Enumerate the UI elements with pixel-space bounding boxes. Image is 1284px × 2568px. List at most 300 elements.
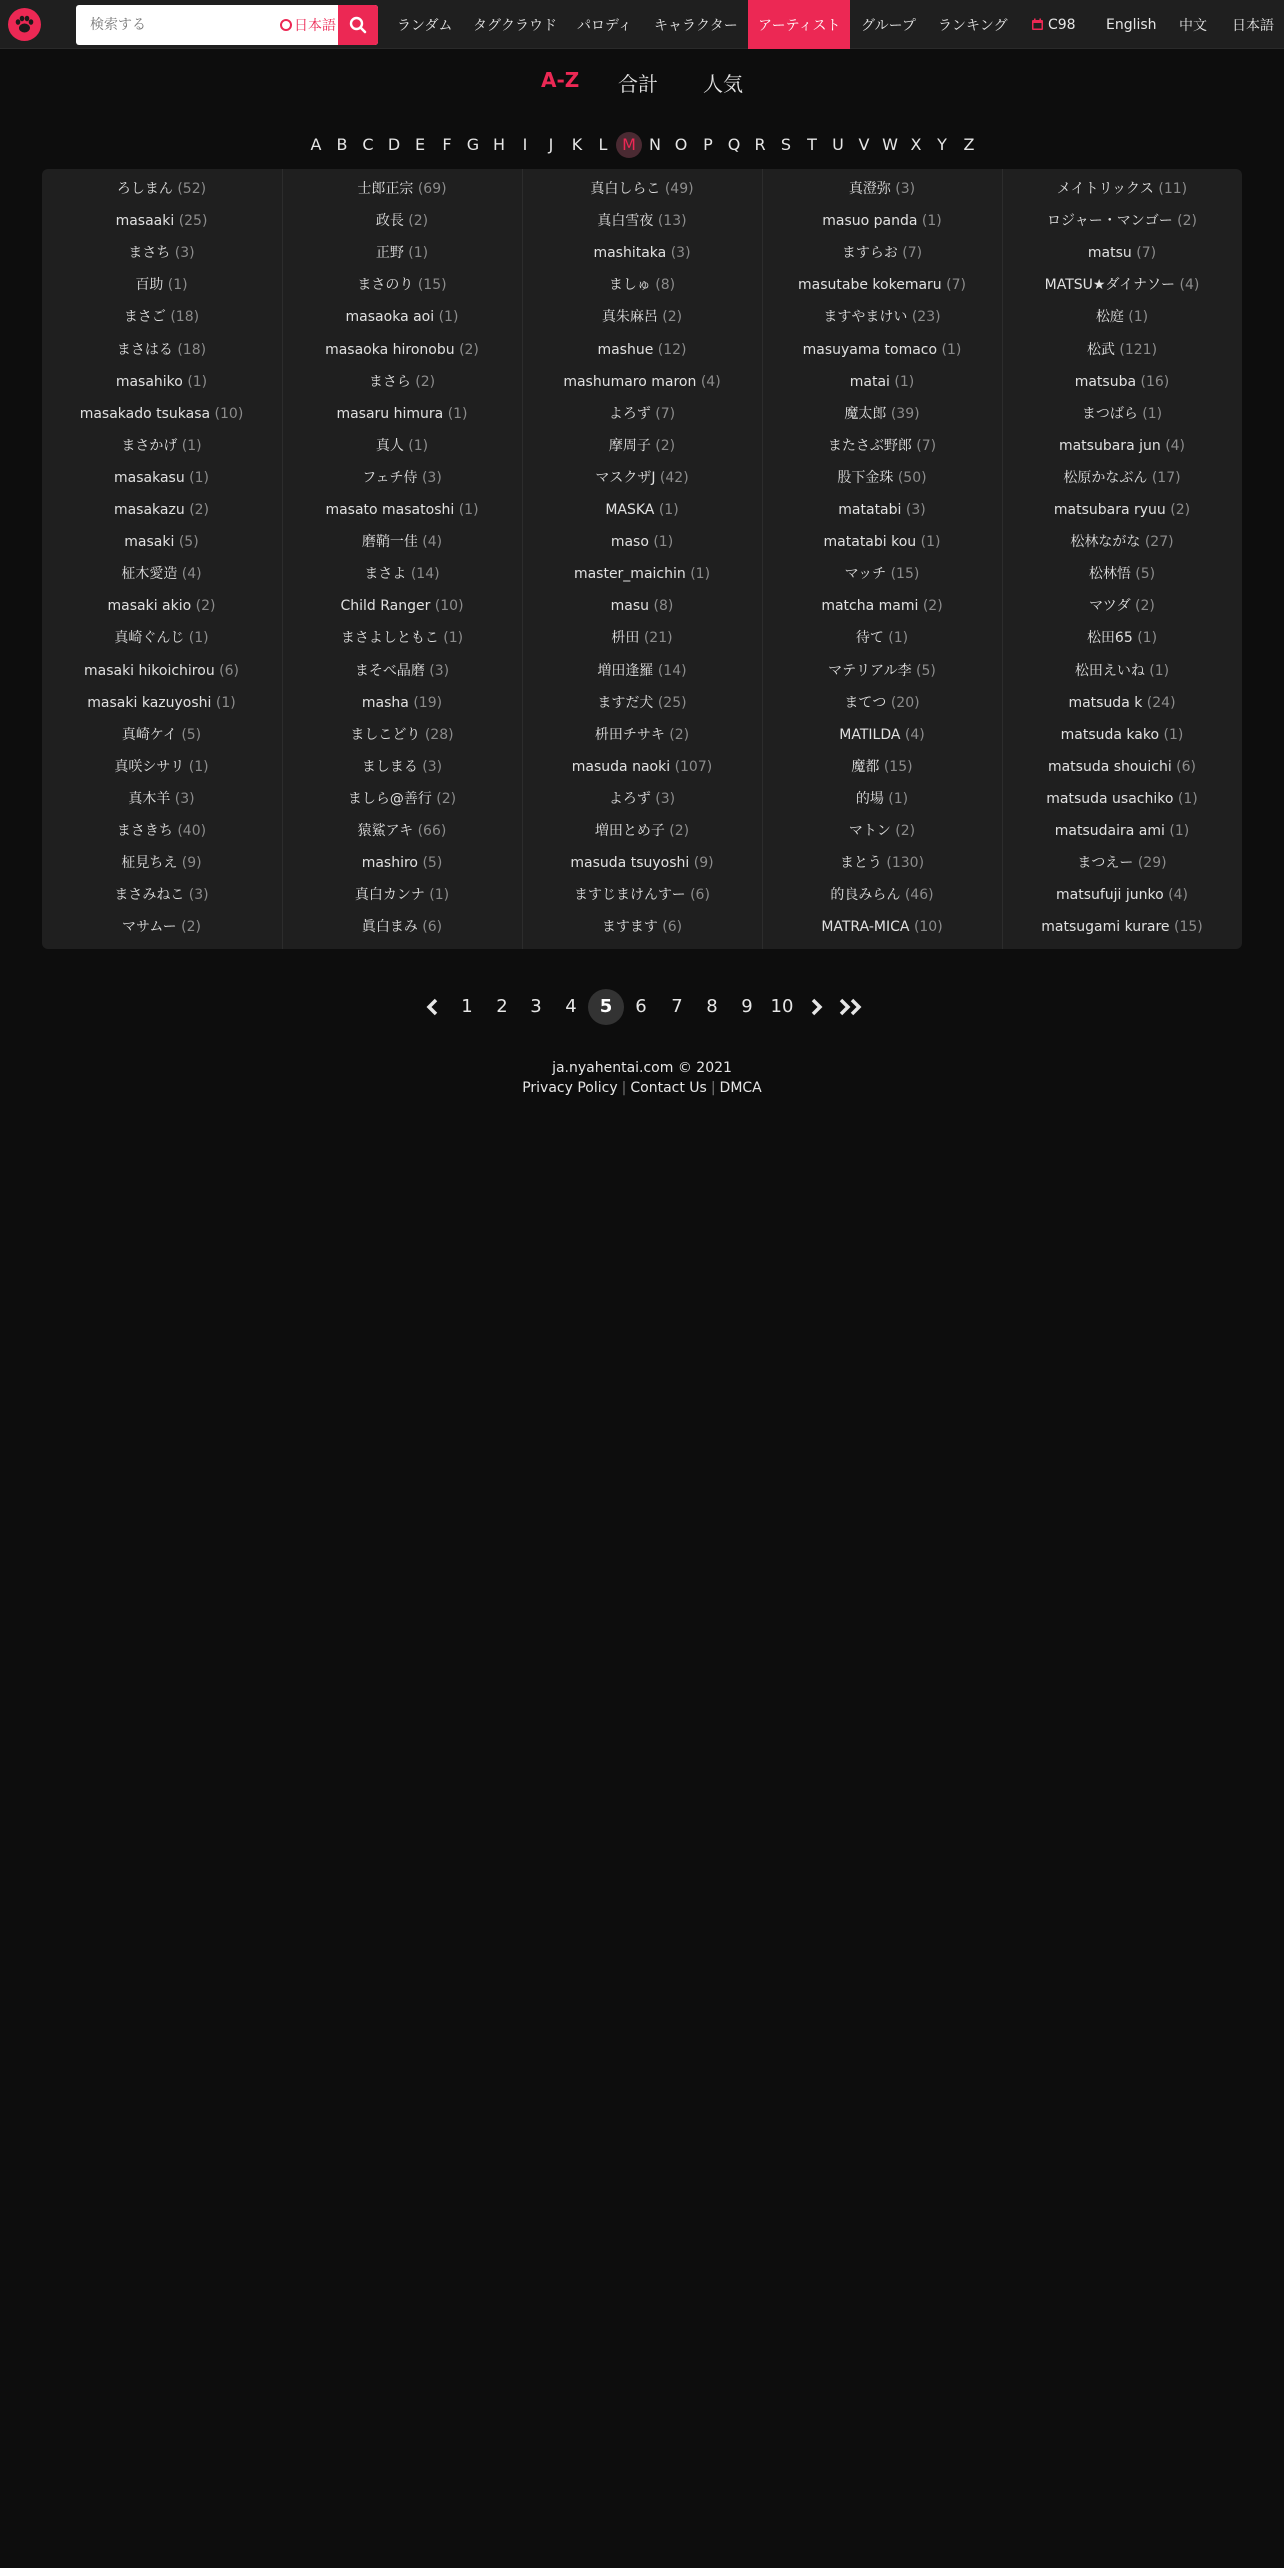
artist-count: (8) bbox=[655, 277, 676, 293]
artist-name: ろしまん bbox=[116, 181, 173, 197]
artist-count: (2) bbox=[1170, 502, 1191, 518]
artist-name: 百助 bbox=[135, 277, 164, 293]
artist-count: (3) bbox=[422, 759, 443, 775]
artist-link[interactable] bbox=[523, 917, 761, 937]
artist-link[interactable] bbox=[283, 211, 521, 231]
artist-link[interactable] bbox=[1003, 275, 1241, 295]
page-link[interactable]: 9 bbox=[741, 996, 753, 1017]
letter-h[interactable]: H bbox=[492, 135, 506, 154]
artist-link[interactable] bbox=[42, 628, 281, 648]
calendar-icon bbox=[1031, 18, 1044, 31]
artist-count: (6) bbox=[219, 663, 239, 679]
artist-name: 増田とめ子 bbox=[594, 823, 665, 839]
page-link[interactable]: 1 bbox=[461, 996, 473, 1017]
artist-name: 政長 bbox=[375, 213, 404, 229]
artist-link[interactable] bbox=[1003, 693, 1241, 713]
artist-link[interactable] bbox=[763, 500, 1001, 520]
artist-link[interactable] bbox=[1003, 596, 1241, 616]
artist-link[interactable] bbox=[523, 885, 761, 905]
artist-count: (18) bbox=[170, 309, 200, 325]
artist-link[interactable] bbox=[42, 307, 281, 327]
artist-link[interactable] bbox=[283, 596, 521, 616]
artist-name: ますます bbox=[601, 919, 658, 935]
artist-link[interactable] bbox=[42, 404, 281, 424]
artist-count: (10) bbox=[214, 406, 244, 422]
artist-name: masaki akio bbox=[107, 598, 192, 614]
letter-p[interactable]: P bbox=[703, 135, 713, 154]
artist-link[interactable] bbox=[42, 693, 281, 713]
artist-name: 真人 bbox=[375, 438, 404, 454]
artist-name: matcha mami bbox=[821, 598, 919, 614]
page-link[interactable]: 7 bbox=[671, 996, 683, 1017]
artist-count: (1) bbox=[920, 534, 941, 550]
contact-us-link[interactable]: Contact Us bbox=[630, 1080, 707, 1096]
nav-character[interactable]: キャラクター bbox=[654, 17, 738, 34]
artist-link[interactable] bbox=[1003, 853, 1241, 873]
page-link[interactable]: 4 bbox=[565, 996, 577, 1017]
artist-link[interactable] bbox=[42, 789, 281, 809]
artist-link[interactable] bbox=[283, 532, 521, 552]
artist-count: (13) bbox=[657, 213, 687, 229]
artist-name: まさよ bbox=[364, 566, 407, 582]
artist-name: まさら bbox=[368, 374, 411, 390]
artist-name: マスクザJ bbox=[595, 470, 656, 486]
artist-name: フェチ侍 bbox=[362, 470, 418, 486]
nav-ranking[interactable]: ランキング bbox=[938, 17, 1008, 34]
artist-count: (28) bbox=[424, 727, 454, 743]
artist-count: (7) bbox=[655, 406, 676, 422]
artist-name: まてつ bbox=[844, 695, 887, 711]
artist-link[interactable] bbox=[763, 532, 1001, 552]
artist-link[interactable] bbox=[523, 243, 761, 263]
artist-link[interactable] bbox=[763, 404, 1001, 424]
artist-name: masuda naoki bbox=[571, 759, 671, 775]
letter-f[interactable]: F bbox=[442, 135, 452, 154]
artist-link[interactable] bbox=[523, 436, 761, 456]
artist-link[interactable] bbox=[42, 243, 281, 263]
nav-tag-cloud[interactable]: タグクラウド bbox=[473, 17, 557, 34]
letter-a[interactable]: A bbox=[310, 135, 322, 154]
artist-link[interactable] bbox=[523, 853, 761, 873]
artist-name: 松田65 bbox=[1086, 630, 1133, 646]
next-page-button[interactable] bbox=[806, 989, 826, 1025]
letter-w[interactable]: W bbox=[882, 135, 898, 154]
footer-links bbox=[0, 1080, 1284, 1096]
artist-name: matsuda k bbox=[1068, 695, 1143, 711]
artist-name: masakado tsukasa bbox=[79, 406, 211, 422]
tab-total[interactable]: 合計 bbox=[618, 72, 658, 96]
artist-name: ましら@善行 bbox=[347, 791, 432, 807]
artist-link[interactable] bbox=[763, 468, 1001, 488]
artist-link[interactable] bbox=[42, 757, 281, 777]
lang-english[interactable]: English bbox=[1106, 16, 1157, 33]
nav-artist[interactable]: アーティスト bbox=[748, 0, 850, 49]
artist-link[interactable] bbox=[763, 789, 1001, 809]
artist-link[interactable] bbox=[1003, 307, 1241, 327]
letter-l[interactable]: L bbox=[598, 135, 608, 154]
artist-name: matsudaira ami bbox=[1054, 823, 1165, 839]
artist-link[interactable] bbox=[523, 211, 761, 231]
artist-link[interactable] bbox=[283, 243, 521, 263]
artist-link[interactable] bbox=[283, 789, 521, 809]
artist-link[interactable] bbox=[42, 564, 281, 584]
letter-s[interactable]: S bbox=[780, 135, 792, 154]
artist-count: (4) bbox=[181, 566, 202, 582]
artist-link[interactable] bbox=[523, 757, 761, 777]
artist-link[interactable] bbox=[523, 275, 761, 295]
artist-link[interactable] bbox=[1003, 757, 1241, 777]
nav-parody[interactable]: パロディ bbox=[577, 17, 632, 34]
artist-count: (16) bbox=[1140, 374, 1170, 390]
artist-name: master_maichin bbox=[573, 566, 686, 582]
artist-link[interactable] bbox=[1003, 917, 1241, 937]
artist-link[interactable] bbox=[763, 340, 1001, 360]
letter-k[interactable]: K bbox=[571, 135, 583, 154]
artist-link[interactable] bbox=[42, 661, 281, 681]
page-link[interactable]: 6 bbox=[635, 996, 647, 1017]
letter-g[interactable]: G bbox=[466, 135, 480, 154]
artist-link[interactable] bbox=[763, 436, 1001, 456]
artist-link[interactable] bbox=[523, 468, 761, 488]
artist-link[interactable] bbox=[283, 340, 521, 360]
artist-name: 松林悟 bbox=[1088, 566, 1131, 582]
artist-count: (50) bbox=[897, 470, 927, 486]
artist-count: (12) bbox=[657, 342, 687, 358]
artist-link[interactable] bbox=[1003, 532, 1241, 552]
artist-link[interactable] bbox=[763, 307, 1001, 327]
artist-name: masaoka aoi bbox=[345, 309, 435, 325]
artist-count: (9) bbox=[181, 855, 202, 871]
artist-name: マテリアル李 bbox=[828, 663, 912, 679]
letter-j[interactable]: J bbox=[548, 135, 554, 154]
artist-link[interactable] bbox=[283, 885, 521, 905]
artist-name: まさのり bbox=[357, 277, 414, 293]
artist-link[interactable] bbox=[523, 628, 761, 648]
artist-link[interactable] bbox=[763, 821, 1001, 841]
artist-link[interactable] bbox=[523, 789, 761, 809]
artist-name: masutabe kokemaru bbox=[798, 277, 942, 293]
artist-count: (15) bbox=[417, 277, 447, 293]
nav-c98-label: C98 bbox=[1048, 16, 1076, 33]
artist-name: masato masatoshi bbox=[325, 502, 455, 518]
artist-link[interactable] bbox=[283, 500, 521, 520]
artist-count: (4) bbox=[1168, 887, 1188, 903]
artist-count: (3) bbox=[905, 502, 926, 518]
artist-count: (1) bbox=[181, 438, 202, 454]
last-page-button[interactable] bbox=[837, 989, 865, 1025]
letter-e[interactable]: E bbox=[414, 135, 426, 154]
page-link[interactable]: 3 bbox=[530, 996, 542, 1017]
artist-link[interactable] bbox=[763, 757, 1001, 777]
footer-copyright: ja.nyahentai.com © 2021 bbox=[552, 1060, 732, 1076]
search-language-toggle[interactable] bbox=[280, 5, 336, 45]
artist-name: 眞白まみ bbox=[361, 919, 418, 935]
lang-japanese[interactable]: 日本語 bbox=[1232, 17, 1274, 34]
artist-link[interactable] bbox=[42, 885, 281, 905]
artist-count: (1) bbox=[215, 695, 236, 711]
search-input[interactable] bbox=[76, 5, 276, 45]
artist-link[interactable] bbox=[42, 340, 281, 360]
artist-count: (1) bbox=[658, 502, 679, 518]
artist-count: (1) bbox=[1169, 823, 1190, 839]
artist-name: maso bbox=[610, 534, 649, 550]
artist-link[interactable] bbox=[763, 693, 1001, 713]
artist-count: (4) bbox=[422, 534, 443, 550]
artist-link[interactable] bbox=[283, 693, 521, 713]
artist-name: masakasu bbox=[114, 470, 185, 486]
artist-link[interactable] bbox=[763, 596, 1001, 616]
artist-link[interactable] bbox=[283, 436, 521, 456]
artist-link[interactable] bbox=[42, 596, 281, 616]
artist-link[interactable] bbox=[283, 757, 521, 777]
artist-link[interactable] bbox=[283, 275, 521, 295]
artist-name: 真澄弥 bbox=[848, 181, 891, 197]
artist-link[interactable] bbox=[1003, 243, 1241, 263]
tab-a-z[interactable]: A-Z bbox=[541, 68, 580, 92]
page-link[interactable]: 2 bbox=[496, 996, 508, 1017]
artist-name: マサムー bbox=[122, 919, 177, 935]
artist-link[interactable] bbox=[523, 661, 761, 681]
artist-link[interactable] bbox=[1003, 564, 1241, 584]
artist-name: masakazu bbox=[113, 502, 185, 518]
letter-z[interactable]: Z bbox=[963, 135, 975, 154]
artist-name: MATRA-MICA bbox=[821, 919, 910, 935]
letter-y[interactable]: Y bbox=[937, 135, 947, 154]
artist-name: ロジャー・マンゴー bbox=[1046, 213, 1173, 229]
letter-c[interactable]: C bbox=[362, 135, 374, 154]
page-link[interactable]: 8 bbox=[706, 996, 718, 1017]
artist-name: 真白カンナ bbox=[354, 887, 425, 903]
artist-link[interactable] bbox=[763, 243, 1001, 263]
artist-count: (46) bbox=[904, 887, 934, 903]
artist-link[interactable] bbox=[523, 693, 761, 713]
artist-link[interactable] bbox=[523, 532, 761, 552]
artist-grid bbox=[42, 169, 1242, 949]
artist-name: mashitaka bbox=[593, 245, 667, 261]
artist-count: (49) bbox=[664, 181, 694, 197]
artist-name: matatabi bbox=[838, 502, 902, 518]
dmca-link[interactable]: DMCA bbox=[719, 1080, 762, 1096]
artist-link[interactable] bbox=[42, 500, 281, 520]
double-chevron-right-icon bbox=[838, 989, 864, 1025]
artist-link[interactable] bbox=[1003, 340, 1241, 360]
artist-count: (25) bbox=[657, 695, 687, 711]
artist-name: masaki bbox=[124, 534, 175, 550]
artist-name: MATSU★ダイナソー bbox=[1044, 277, 1176, 293]
artist-count: (1) bbox=[894, 374, 915, 390]
artist-link[interactable] bbox=[283, 628, 521, 648]
page-current[interactable]: 5 bbox=[588, 989, 624, 1025]
artist-name: matsubara jun bbox=[1058, 438, 1161, 454]
letter-u[interactable]: U bbox=[832, 135, 844, 154]
artist-link[interactable] bbox=[763, 628, 1001, 648]
artist-name: まつえー bbox=[1077, 855, 1134, 871]
artist-link[interactable] bbox=[283, 661, 521, 681]
artist-link[interactable] bbox=[1003, 789, 1241, 809]
artist-link[interactable] bbox=[42, 917, 281, 937]
artist-name: mashumaro maron bbox=[563, 374, 697, 390]
artist-name: まさよしともこ bbox=[340, 630, 439, 646]
artist-count: (5) bbox=[181, 727, 202, 743]
artist-link[interactable] bbox=[42, 725, 281, 745]
artist-link[interactable] bbox=[763, 661, 1001, 681]
artist-link[interactable] bbox=[1003, 885, 1241, 905]
privacy-policy-link[interactable]: Privacy Policy bbox=[522, 1080, 618, 1096]
letter-n[interactable]: N bbox=[649, 135, 661, 154]
artist-link[interactable] bbox=[283, 821, 521, 841]
artist-link[interactable] bbox=[763, 211, 1001, 231]
artist-link[interactable] bbox=[523, 500, 761, 520]
artist-count: (1) bbox=[429, 887, 450, 903]
artist-name: 松林ながな bbox=[1070, 534, 1141, 550]
artist-name: まさかげ bbox=[121, 438, 178, 454]
artist-link[interactable] bbox=[42, 532, 281, 552]
artist-link[interactable] bbox=[763, 725, 1001, 745]
artist-count: (1) bbox=[941, 342, 962, 358]
artist-count: (17) bbox=[1151, 470, 1181, 486]
artist-count: (1) bbox=[1142, 406, 1163, 422]
artist-link[interactable] bbox=[1003, 661, 1241, 681]
artist-link[interactable] bbox=[42, 853, 281, 873]
artist-link[interactable] bbox=[1003, 372, 1241, 392]
top-navbar bbox=[0, 0, 1284, 49]
artist-link[interactable] bbox=[42, 821, 281, 841]
search-button[interactable] bbox=[338, 5, 378, 45]
letter-o[interactable]: O bbox=[674, 135, 688, 154]
artist-link[interactable] bbox=[523, 596, 761, 616]
artist-count: (39) bbox=[890, 406, 920, 422]
artist-link[interactable] bbox=[763, 853, 1001, 873]
artist-link[interactable] bbox=[1003, 436, 1241, 456]
artist-count: (7) bbox=[1136, 245, 1157, 261]
artist-link[interactable] bbox=[1003, 725, 1241, 745]
artist-link[interactable] bbox=[1003, 468, 1241, 488]
artist-name: ましまる bbox=[361, 759, 418, 775]
artist-link[interactable] bbox=[763, 917, 1001, 937]
artist-link[interactable] bbox=[763, 372, 1001, 392]
artist-link[interactable] bbox=[42, 372, 281, 392]
letter-index bbox=[0, 132, 1284, 160]
nav-random[interactable]: ランダム bbox=[397, 17, 453, 34]
artist-count: (5) bbox=[916, 663, 936, 679]
prev-page-button[interactable] bbox=[423, 989, 443, 1025]
artist-name: matsugami kurare bbox=[1041, 919, 1170, 935]
artist-name: matsu bbox=[1087, 245, 1132, 261]
letter-x[interactable]: X bbox=[910, 135, 922, 154]
artist-name: masaaki bbox=[115, 213, 175, 229]
footer-separator: | bbox=[621, 1080, 627, 1096]
artist-count: (1) bbox=[888, 630, 909, 646]
artist-link[interactable] bbox=[763, 564, 1001, 584]
artist-link[interactable] bbox=[42, 179, 281, 199]
artist-count: (121) bbox=[1119, 342, 1158, 358]
artist-count: (25) bbox=[178, 213, 208, 229]
artist-link[interactable] bbox=[523, 372, 761, 392]
artist-count: (3) bbox=[655, 791, 676, 807]
artist-link[interactable] bbox=[523, 725, 761, 745]
artist-link[interactable] bbox=[283, 853, 521, 873]
artist-link[interactable] bbox=[283, 564, 521, 584]
nav-group[interactable]: グループ bbox=[861, 17, 916, 34]
artist-count: (4) bbox=[1179, 277, 1200, 293]
artist-link[interactable] bbox=[523, 821, 761, 841]
artist-name: メイトリックス bbox=[1056, 181, 1154, 197]
tab-popular[interactable]: 人気 bbox=[703, 72, 743, 96]
artist-name: matsuda shouichi bbox=[1047, 759, 1172, 775]
artist-count: (21) bbox=[643, 630, 673, 646]
artist-count: (130) bbox=[886, 855, 925, 871]
artist-link[interactable] bbox=[283, 372, 521, 392]
artist-link[interactable] bbox=[42, 436, 281, 456]
artist-count: (3) bbox=[174, 245, 195, 261]
artist-name: matatabi kou bbox=[823, 534, 917, 550]
artist-link[interactable] bbox=[1003, 821, 1241, 841]
artist-link[interactable] bbox=[1003, 404, 1241, 424]
lang-chinese[interactable]: 中文 bbox=[1179, 17, 1207, 34]
artist-link[interactable] bbox=[283, 307, 521, 327]
artist-link[interactable] bbox=[523, 340, 761, 360]
artist-link[interactable] bbox=[523, 307, 761, 327]
artist-link[interactable] bbox=[283, 179, 521, 199]
artist-link[interactable] bbox=[283, 725, 521, 745]
letter-t[interactable]: T bbox=[807, 135, 817, 154]
page-link[interactable]: 10 bbox=[770, 996, 794, 1017]
artist-link[interactable] bbox=[42, 211, 281, 231]
artist-link[interactable] bbox=[763, 275, 1001, 295]
letter-b[interactable]: B bbox=[336, 135, 348, 154]
artist-link[interactable] bbox=[523, 564, 761, 584]
artist-name: matai bbox=[849, 374, 890, 390]
letter-q[interactable]: Q bbox=[727, 135, 741, 154]
artist-name: mashue bbox=[597, 342, 654, 358]
artist-link[interactable] bbox=[763, 179, 1001, 199]
artist-count: (24) bbox=[1146, 695, 1176, 711]
artist-count: (10) bbox=[434, 598, 464, 614]
letter-d[interactable]: D bbox=[387, 135, 401, 154]
artist-count: (1) bbox=[447, 406, 468, 422]
artist-name: matsuba bbox=[1074, 374, 1137, 390]
artist-name: ますじまけんすー bbox=[574, 887, 686, 903]
artist-link[interactable] bbox=[763, 885, 1001, 905]
letter-v[interactable]: V bbox=[858, 135, 870, 154]
letter-m[interactable]: M bbox=[616, 132, 642, 158]
artist-count: (4) bbox=[904, 727, 925, 743]
letter-r[interactable]: R bbox=[754, 135, 766, 154]
artist-link[interactable] bbox=[523, 404, 761, 424]
artist-name: masaki kazuyoshi bbox=[87, 695, 212, 711]
artist-name: ますやまけい bbox=[823, 309, 908, 325]
artist-count: (2) bbox=[655, 438, 676, 454]
artist-count: (1) bbox=[443, 630, 464, 646]
artist-link[interactable] bbox=[1003, 179, 1241, 199]
artist-link[interactable] bbox=[1003, 211, 1241, 231]
artist-link[interactable] bbox=[283, 404, 521, 424]
artist-name: 増田逢羅 bbox=[597, 663, 654, 679]
artist-name: マトン bbox=[848, 823, 891, 839]
artist-link[interactable] bbox=[523, 179, 761, 199]
artist-name: masu bbox=[610, 598, 650, 614]
artist-link[interactable] bbox=[1003, 500, 1241, 520]
artist-count: (1) bbox=[189, 470, 209, 486]
artist-link[interactable] bbox=[42, 275, 281, 295]
artist-link[interactable] bbox=[1003, 628, 1241, 648]
artist-link[interactable] bbox=[283, 468, 521, 488]
artist-link[interactable] bbox=[42, 468, 281, 488]
nav-c98[interactable] bbox=[1031, 0, 1076, 49]
site-logo[interactable] bbox=[8, 8, 41, 41]
letter-i[interactable]: I bbox=[522, 135, 528, 154]
artist-link[interactable] bbox=[283, 917, 521, 937]
